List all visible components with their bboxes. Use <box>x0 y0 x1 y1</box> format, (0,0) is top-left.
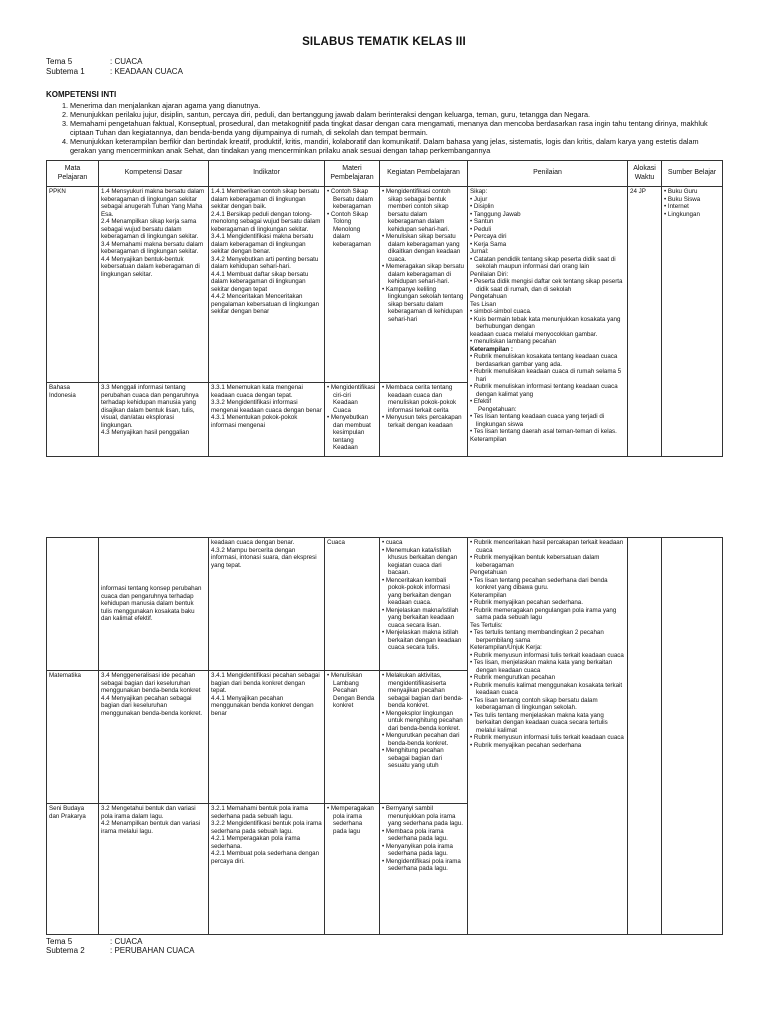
assessment-line: • Santun <box>470 218 494 225</box>
header-materi: Materi Pembelajaran <box>325 161 380 187</box>
cell-line: • Memperagakan pola irama sederhana pada lagu <box>327 805 374 835</box>
tema-value: : CUACA <box>110 57 143 66</box>
cell-line: • Menghitung pecahan sebagai bagian dari sesuatu yang utuh <box>382 747 444 769</box>
cell-line: 4.4.1 Membuat daftar sikap bersatu dalam keberagaman di lingkungan sekitar dengan tepat <box>211 270 309 293</box>
indikator-sbdp <box>209 804 325 935</box>
subject-matematika: Matematika <box>47 671 99 804</box>
assessment-line: • Tanggung Jawab <box>470 210 521 218</box>
header-mapel: Mata Pelajaran <box>47 161 99 187</box>
footer-tema-value: : CUACA <box>110 937 143 946</box>
assessment-line: Pengetahuan <box>470 569 507 576</box>
cell-line: 4.2.1 Memperagakan pola irama sederhana. <box>211 835 301 850</box>
kd-matematika <box>99 671 209 804</box>
subtema-line <box>46 67 183 76</box>
header-indikator: Indikator <box>209 161 325 187</box>
footer-tema <box>46 937 142 946</box>
ki-item <box>46 137 726 155</box>
subject-bindo: Bahasa Indonesia <box>47 383 99 457</box>
assessment-line: • Percaya diri <box>470 233 507 240</box>
assessment-line: • Catatan pendidik tentang sikap peserta didik saat di sekolah maupun informasi dari orang lain <box>470 255 616 270</box>
materi-bindo-cont: Cuaca <box>325 538 380 671</box>
assessment-line: • Rubrik menulis kalimat menggunakan kosakata terkait keadaan cuaca <box>470 681 623 696</box>
penilaian-2 <box>468 538 628 935</box>
cell-line: • Kampanye keliling lingkungan sekolah tentang sikap bersatu dalam keberagaman di kehidupan sehari-hari <box>382 285 464 323</box>
ki-item <box>46 110 726 119</box>
assessment-line: Jurnal: <box>470 248 489 255</box>
materi-ppkn <box>325 187 380 383</box>
assessment-line: Keterampilan : <box>470 345 513 353</box>
cell-line: • Buku Siswa <box>664 195 701 203</box>
assessment-line: • simbol-simbol cuaca. <box>470 308 532 315</box>
footer-subtema-value: : PERUBAHAN CUACA <box>110 946 195 955</box>
cell-line: 3.3.2 Mengidentifikasi informasi mengenai keadaan cuaca dengan benar <box>211 399 322 414</box>
assessment-line: Penilaian Diri: <box>470 270 509 278</box>
assessment-line: • Tes lisan tentang daerah asal teman-teman di kelas. <box>470 428 617 435</box>
assessment-line: Tes Tertulis: <box>470 621 503 629</box>
cell-line: 3.4 Memahami makna bersatu dalam keberagaman di lingkungan sekitar. <box>101 240 204 255</box>
kd-bindo-cont: informasi tentang konsep perubahan cuaca dan pengaruhnya terhadap kehidupan manusia dalam bentuk tulis menggunakan kosakata baku dan kalimat efektif. <box>99 538 209 671</box>
cell-line: • Mengidentifikasi contoh sikap sebagai bentuk memberi contoh sikap bersatu dalam keberagaman dalam kehidupan sehari-hari. <box>382 188 451 233</box>
assessment-line: • Tes lisan tentang contoh sikap bersatu dalam keberagaman di lingkungan sekolah. <box>470 696 598 711</box>
cell-line: 3.4.1 Mengidentifikasi makna bersatu dalam keberagaman di lingkungan sekitar dengan benar. <box>211 233 314 255</box>
cell-line: 4.3.1 Menentukan pokok-pokok informasi mengenai <box>211 414 298 429</box>
assessment-line: • Disiplin <box>470 203 494 210</box>
materi-sbdp <box>325 804 380 935</box>
assessment-line: • Peduli <box>470 225 492 233</box>
cell-line: • Buku Guru <box>664 188 698 195</box>
tema-label: Tema 5 <box>46 57 73 66</box>
assessment-line: • Tes lisan tentang pecahan sederhana dari benda konkret yang dibawa guru. <box>470 576 608 591</box>
assessment-line: • Kuis bermain tebak kata menunjukkan kosakata yang berhubungan dengan <box>470 315 621 330</box>
kegiatan-sbdp <box>380 804 468 935</box>
cell-line: • Membaca cerita tentang keadaan cuaca dan menuliskan pokok-pokok informasi terkait cerita <box>382 384 457 414</box>
assessment-line: • Rubrik menceritakan hasil percakapan terkait keadaan cuaca <box>470 539 624 554</box>
cell-line: 4.4 Menyajikan pecahan sebagai bagian dari keseluruhan menggunakan benda-benda konkret. <box>101 694 203 717</box>
ki-number: 4. <box>62 137 69 146</box>
cell-line: 1.4.1 Memberikan contoh sikap bersatu dalam keberagaman di lingkungan sekitar dengan baik. <box>211 188 320 210</box>
row-bindo-cont <box>47 538 723 671</box>
cell-line: • Contoh Sikap Bersatu dalam keberagaman <box>327 188 373 210</box>
cell-line: 1.4 Mensyukuri makna bersatu dalam keberagaman di lingkungan sekitar sebagai anugerah Tuhan Yang Maha Esa. <box>101 188 205 218</box>
cell-line: • Mengurutkan pecahan dari benda-benda konkret. <box>382 732 460 747</box>
cell-line: • Mengidentifikasi ciri-ciri Keadaan Cuaca <box>327 384 376 414</box>
assessment-line: • Tes lisan, menjelaskan makna kata yang berkaitan dengan keadaan cuaca <box>470 659 613 674</box>
materi-matematika <box>325 671 380 804</box>
assessment-line: • Rubrik menuliskan kosakata tentang keadaan cuaca berdasarkan gambar yang ada. <box>470 353 618 368</box>
header-row <box>47 161 723 187</box>
cell-line: • Mengidentifikasi pola irama sederhana pada lagu. <box>382 857 461 872</box>
cell-line: • Membaca pola irama sederhana pada lagu. <box>382 827 448 842</box>
cell-line: • Menjelaskan makna istilah berkaitan dengan keadaan cuaca secara tulis. <box>382 629 462 651</box>
assessment-line: Keterampilan <box>470 435 507 443</box>
cell-line: • Menuliskan sikap bersatu dalam keberagaman yang dikaitkan dengan keadaan cuaca. <box>382 233 461 263</box>
cell-line: 4.2 Menampilkan bentuk dan variasi irama melalui lagu. <box>101 820 201 835</box>
subject-sbdp: Seni Budaya dan Prakarya <box>47 804 99 935</box>
cell-line: 3.2.2 Mengidentifikasi bentuk pola irama sederhana pada sebuah lagu. <box>211 820 322 835</box>
ki-list <box>46 101 726 155</box>
materi-bindo <box>325 383 380 457</box>
cell-line: 4.4.1 Menyajikan pecahan menggunakan benda konkret dengan benar <box>211 694 314 717</box>
cell-line: • cuaca <box>382 539 403 546</box>
assessment-line: • Rubrik memeragakan pengulangan pola irama yang sama pada sebuah lagu <box>470 606 617 621</box>
assessment-line: keadaan cuaca melalui menyocokkan gambar. <box>470 330 598 338</box>
cell-line: 4.2.1 Membuat pola sederhana dengan percaya diri. <box>211 850 320 865</box>
cell-line: 3.4 Menggeneralisasi ide pecahan sebagai bagian dari keseluruhan menggunakan benda-benda konkret <box>101 672 201 694</box>
assessment-line: Keterampilan/Unjuk Kerja: <box>470 644 542 651</box>
cell-line: • Menyusun teks percakapan terkait dengan keadaan <box>382 414 462 429</box>
subject-cont <box>47 538 99 671</box>
assessment-line: • Jujur <box>470 195 488 203</box>
assessment-line: • Rubrik mengurutkan pecahan <box>470 674 556 681</box>
kegiatan-ppkn <box>380 187 468 383</box>
cell-line: 4.4 Menyajikan bentuk-bentuk kebersatuan dalam keberagaman di lingkungan sekitar. <box>101 255 200 278</box>
sumber-belajar <box>662 187 723 457</box>
cell-line: • Menuliskan Lambang Pecahan Dengan Benda konkret <box>327 672 375 709</box>
cell-line: 3.2.1 Memahami bentuk pola irama sederhana pada sebuah lagu. <box>211 805 308 820</box>
cell-line: • Lingkungan <box>664 210 700 218</box>
ki-number: 3. <box>62 119 69 128</box>
subject-ppkn: PPKN <box>47 187 99 383</box>
cell-line: 4.4.2 Menceritakan Menceritakan pengalaman kebersatuan di lingkungan sekitar dengan benar <box>211 293 320 315</box>
cell-line: • Menyebutkan dan membuat kesimpulan tentang Keadaan <box>327 414 371 451</box>
header-kd: Kompetensi Dasar <box>99 161 209 187</box>
indikator-bindo <box>209 383 325 457</box>
subtema-value: : KEADAAN CUACA <box>110 67 183 76</box>
footer-subtema-label: Subtema 2 <box>46 946 85 955</box>
ki-number: 1. <box>62 101 69 110</box>
cell-line: 4.3.2 Mampu bercerita dengan informasi, intonasi suara, dan ekspresi yang tepat. <box>211 546 317 569</box>
cell-line: 3.4.1 Mengidentifikasi pecahan sebagai bagian dari benda konkret dengan tepat. <box>211 672 320 694</box>
assessment-line: • Rubrik menuliskan keadaan cuaca di rumah selama 5 hari <box>470 368 622 383</box>
kd-sbdp <box>99 804 209 935</box>
cell-line: • Menyanyikan pola irama sederhana pada lagu. <box>382 842 453 857</box>
cell-line: keadaan cuaca dengan benar. <box>211 539 295 546</box>
header-alokasi: Alokasi Waktu <box>628 161 662 187</box>
indikator-bindo-cont <box>209 538 325 671</box>
tema-line <box>46 57 142 66</box>
assessment-line: • Peserta didik mengisi daftar cek tentang sikap peserta didik saat di rumah, dan di sekolah <box>470 278 623 293</box>
cell-line: • Menemukan kata/istilah khusus berkaitan dengan kegiatan cuaca dari bacaan. <box>382 546 458 576</box>
cell-line: • Bernyanyi sambil menunjukkan pola irama yang sederhana pada lagu. <box>382 805 463 827</box>
cell-line: 3.3 Menggali informasi tentang perubahan cuaca dan pengaruhnya terhadap kehidupan manusia yang disajikan dalam bentuk lisan, tulis, visual, dan/atau eksplorasi lingkungan. <box>101 384 199 429</box>
assessment-line: • Rubrik menyusun informasi tulis terkait keadaan cuaca <box>470 651 624 659</box>
ki-item <box>46 119 726 137</box>
sumber-belajar-2 <box>662 538 723 935</box>
ki-text: Memahami pengetahuan faktual, Konseptual, prosedural, dan metakognitif pada tingkat dasar dengan cara mengamati, menanya dan mencoba berdasarkan rasa ingin tahu tentang dirinya, makhluk ciptaan Tuhan dan kegiatannya, dan benda-benda yang dijumpainya di rumah, di sekolah dan tempat bermain. <box>70 119 708 137</box>
ki-heading: KOMPETENSI INTI <box>46 90 117 99</box>
indikator-ppkn <box>209 187 325 383</box>
assessment-line: • Kerja Sama <box>470 240 507 248</box>
header-kegiatan: Kegiatan Pembelajaran <box>380 161 468 187</box>
cell-line: • Contoh Sikap Tolong Menolong dalam keberagaman <box>327 210 371 248</box>
assessment-line: • Tes lisan tentang keadaan cuaca yang terjadi di lingkungan siswa <box>470 413 605 428</box>
alokasi-waktu: 24 JP <box>628 187 662 457</box>
header-sumber: Sumber Belajar <box>662 161 723 187</box>
ki-text: Menerima dan menjalankan ajaran agama yang dianutnya. <box>70 101 261 110</box>
cell-line: • Internet <box>664 203 689 210</box>
kd-ppkn <box>99 187 209 383</box>
alokasi-waktu-2 <box>628 538 662 935</box>
ki-item <box>46 101 726 110</box>
assessment-line: • Rubrik menyajikan pecahan sederhana <box>470 741 582 749</box>
cell-line: 2.4 Menampilkan sikap kerja sama sebagai wujud bersatu dalam keberagaman di lingkungan sekitar. <box>101 218 199 240</box>
document-title: SILABUS TEMATIK KELAS III <box>302 36 466 48</box>
assessment-line: • Tes tertulis tentang membandingkan 2 pecahan berpembilang sama <box>470 629 604 644</box>
kd-bindo <box>99 383 209 457</box>
row-ppkn <box>47 187 723 383</box>
indikator-matematika <box>209 671 325 804</box>
kegiatan-matematika <box>380 671 468 804</box>
cell-line: 3.2 Mengetahui bentuk dan variasi pola irama dalam lagu. <box>101 805 196 820</box>
cell-line: 2.4.1 Bersikap peduli dengan tolong-menolong sebagai wujud bersatu dalam keberagaman di lingkungan sekitar. <box>211 210 321 233</box>
cell-line: 4.3 Menyajikan hasil penggalian <box>101 429 190 436</box>
footer-tema-label: Tema 5 <box>46 937 73 946</box>
assessment-line: • Rubrik menyusun informasi tulis terkait keadaan cuaca <box>470 734 624 741</box>
cell-line: 3.4.2 Menyebutkan arti penting bersatu dalam kehidupan sehari-hari. <box>211 255 319 270</box>
assessment-line: Keterampilan <box>470 591 507 599</box>
assessment-line: Sikap: <box>470 188 488 195</box>
cell-line: • Menjelaskan makna/istilah yang berkaitan keadaan cuaca secara lisan. <box>382 606 459 629</box>
syllabus-table-2 <box>46 537 723 935</box>
assessment-line: • Tes tulis tentang menjelaskan makna kata yang berkaitan dengan keadaan cuaca secara tertulis melalui kalimat <box>470 711 608 734</box>
ki-number: 2. <box>62 110 69 119</box>
assessment-line: Pengetahuan: <box>478 405 517 413</box>
kegiatan-bindo-cont <box>380 538 468 671</box>
assessment-line: • menuliskan lambang pecahan <box>470 338 557 345</box>
assessment-line: Pengetahuan <box>470 293 507 300</box>
assessment-line: • Rubrik menyajikan pecahan sederhana. <box>470 599 583 606</box>
cell-line: • Melakukan aktivitas, mengidentifikasiserta menyajikan pecahan sebagai bagian dari benda-benda konkret. <box>382 672 463 709</box>
header-penilaian: Penilaian <box>468 161 628 187</box>
penilaian-1 <box>468 187 628 457</box>
cell-line: 3.3.1 Menemukan kata mengenai keadaan cuaca dengan tepat. <box>211 384 303 399</box>
cell-line: • Memeragakan sikap bersatu dalam keberagaman di kehidupan sehari-hari. <box>382 263 464 285</box>
ki-text: Menunjukkan keterampilan berfikir dan bertindak kreatif, produktif, kritis, mandiri, kolaboratif dan komunikatif. Dalam bahasa yang jelas, sistematis, logis dan kritis, dalam karya yang estetis dalam gerakan yang mencerminkan anak Sehat, dan tindakan yang mencerminkan prilaku anak sesuai dengan tahap perkembangannya <box>70 137 699 155</box>
subtema-label: Subtema 1 <box>46 67 85 76</box>
assessment-line: Tes Lisan <box>470 300 497 308</box>
footer-subtema <box>46 946 194 955</box>
cell-line: • Mengeksplor lingkungan untuk menghitung pecahan dari benda-benda konkret. <box>382 709 463 732</box>
kegiatan-bindo <box>380 383 468 457</box>
ki-text: Menunjukkan perilaku jujur, disiplin, santun, percaya diri, peduli, dan bertanggung jawab dalam berinteraksi dengan keluarga, teman, guru, tetangga dan Negara. <box>70 110 591 119</box>
cell-line: • Menceritakan kembali pokok-pokok informasi yang berkaitan dengan keadaan cuaca. <box>382 576 451 606</box>
assessment-line: • Rubrik menuliskan informasi tentang keadaan cuaca dengan kalimat yang <box>470 383 618 398</box>
assessment-line: • Rubrik menyajikan bentuk kebersatuan dalam keberagaman <box>470 554 600 569</box>
syllabus-table-1 <box>46 160 723 457</box>
assessment-line: • Efektif <box>470 398 492 405</box>
